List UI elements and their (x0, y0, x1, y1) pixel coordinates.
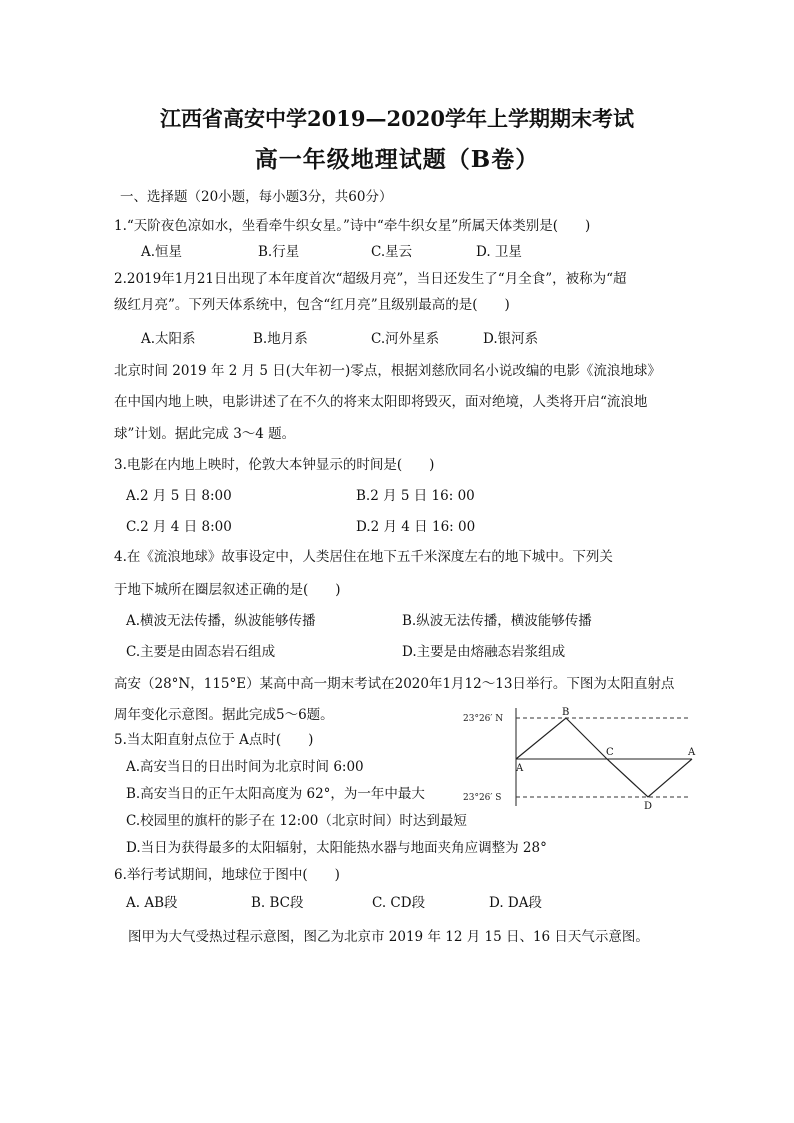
q2-stem-line2: 级红月亮”。下列天体系统中，包含“红月亮”且级别最高的是( ) (114, 297, 510, 313)
q3-option-d: D.2 月 4 日 16: 00 (356, 519, 476, 535)
q4-option-d: D.主要是由熔融态岩浆组成 (402, 644, 566, 660)
q5-option-b: B.高安当日的正午太阳高度为 62°，为一年中最大 (126, 786, 425, 802)
q2-option-c: C.河外星系 (371, 331, 440, 347)
section-heading: 一、选择题（20小题，每小题3分，共60分） (120, 189, 393, 205)
q5-option-a: A.高安当日的日出时间为北京时间 6:00 (126, 759, 364, 775)
q3-option-b: B.2 月 5 日 16: 00 (356, 488, 475, 504)
intro-3-4-line1: 北京时间 2019 年 2 月 5 日(大年初一)零点，根据刘慈欣同名小说改编的电影《流浪地球》 (114, 363, 661, 379)
intro-5-6-line2: 周年变化示意图。据此完成5～6题。 (114, 707, 334, 723)
q2-option-b: B.地月系 (253, 331, 308, 347)
exam-title: 江西省高安中学2019—2020学年上学期期末考试 (160, 106, 634, 131)
q5-option-c: C.校园里的旗杆的影子在 12:00（北京时间）时达到最短 (126, 813, 467, 829)
q1-option-b: B.行星 (258, 244, 300, 260)
q1-option-d: D. 卫星 (476, 244, 522, 260)
point-a-right-label: A (688, 747, 696, 758)
q3-option-c: C.2 月 4 日 8:00 (126, 519, 232, 535)
q4-option-c: C.主要是由固态岩石组成 (126, 644, 276, 660)
q6-stem: 6.举行考试期间，地球位于图中( ) (114, 867, 340, 883)
q3-option-a: A.2 月 5 日 8:00 (126, 488, 232, 504)
point-d-label: D (644, 801, 653, 812)
q5-stem: 5.当太阳直射点位于 A点时( ) (114, 732, 314, 748)
north-tropic-label: 23°26′ N (463, 714, 504, 724)
exam-subtitle: 高一年级地理试题（B卷） (254, 146, 540, 173)
intro-3-4-line3: 球”计划。据此完成 3～4 题。 (114, 426, 296, 442)
q2-stem-line1: 2.2019年1月21日出现了本年度首次“超级月亮”，当日还发生了“月全食”，被称为“超 (114, 271, 627, 287)
q2-option-d: D.银河系 (483, 331, 539, 347)
point-c-label: C (606, 747, 614, 758)
intro-next: 图甲为大气受热过程示意图，图乙为北京市 2019 年 12 月 15 日、16 日天气示意图。 (128, 929, 649, 945)
q4-stem-line2: 于地下城所在圈层叙述正确的是( ) (114, 582, 341, 598)
direct-sun-point-diagram (460, 704, 700, 814)
q4-option-a: A.横波无法传播，纵波能够传播 (126, 613, 316, 629)
south-tropic-label: 23°26′ S (463, 793, 502, 803)
q1-option-a: A.恒星 (141, 244, 183, 260)
q1-stem: 1.“天阶夜色凉如水，坐看牵牛织女星。”诗中“牵牛织女星”所属天体类别是( ) (114, 218, 591, 234)
point-b-label: B (562, 707, 570, 718)
q6-option-b: B. BC段 (251, 895, 304, 911)
q4-stem-line1: 4.在《流浪地球》故事设定中，人类居住在地下五千米深度左右的地下城中。下列关 (114, 549, 613, 565)
q1-option-c: C.星云 (371, 244, 413, 260)
q6-option-c: C. CD段 (372, 895, 426, 911)
q6-option-d: D. DA段 (489, 895, 542, 911)
point-a-left-label: A (516, 763, 524, 774)
direct-point-path (516, 718, 692, 797)
q4-option-b: B.纵波无法传播，横波能够传播 (402, 613, 592, 629)
q6-option-a: A. AB段 (126, 895, 178, 911)
intro-5-6-line1: 高安（28°N，115°E）某高中高一期末考试在2020年1月12～13日举行。下图为太阳直射点 (114, 676, 675, 692)
q5-option-d: D.当日为获得最多的太阳辐射，太阳能热水器与地面夹角应调整为 28° (126, 840, 547, 856)
intro-3-4-line2: 在中国内地上映，电影讲述了在不久的将来太阳即将毁灭，面对绝境，人类将开启“流浪地 (114, 394, 648, 410)
q2-option-a: A.太阳系 (141, 331, 196, 347)
q3-stem: 3.电影在内地上映时，伦敦大本钟显示的时间是( ) (114, 457, 435, 473)
